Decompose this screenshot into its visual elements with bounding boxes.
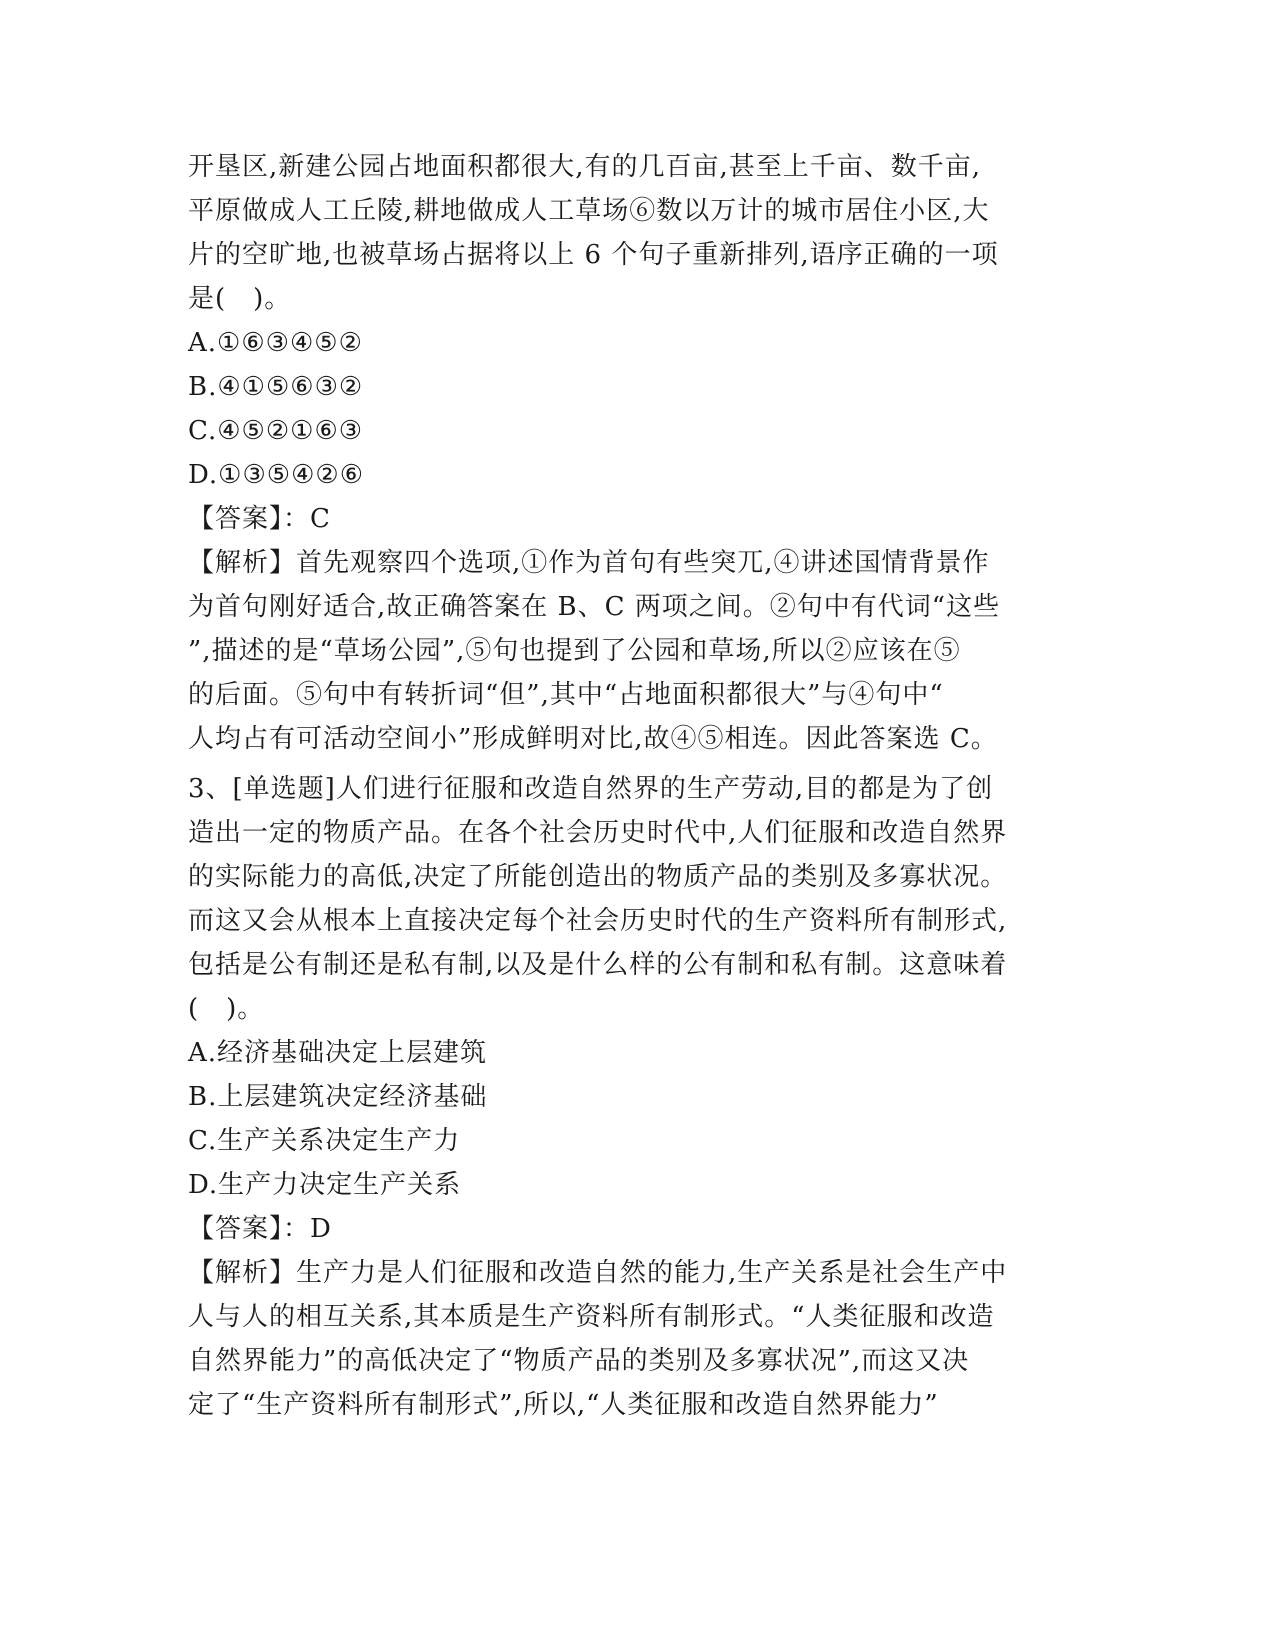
text-line: 片的空旷地,也被草场占据将以上 6 个句子重新排列,语序正确的一项 [188, 240, 999, 270]
text-line: ( )。 [188, 994, 265, 1024]
question-3-stem [188, 767, 1088, 1031]
text-line: 包括是公有制还是私有制,以及是什么样的公有制和私有制。这意味着 [188, 950, 1008, 980]
text-line: 平原做成人工丘陵,耕地做成人工草场⑥数以万计的城市居住小区,大 [188, 196, 990, 226]
answer-line: 【答案】：D [188, 1214, 332, 1244]
analysis-line: 人均占有可活动空间小”形成鲜明对比,故④⑤相连。因此答案选 C。 [188, 724, 998, 754]
question-2-analysis [188, 541, 1088, 761]
document-body [188, 145, 1088, 1427]
analysis-line: 为首句刚好适合,故正确答案在 B、C 两项之间。②句中有代词“这些 [188, 592, 1001, 622]
option-c: C.生产关系决定生产力 [188, 1126, 461, 1156]
question-3-options [188, 1031, 1088, 1207]
option-d: D.生产力决定生产关系 [188, 1170, 462, 1200]
analysis-line: ”,描述的是“草场公园”,⑤句也提到了公园和草场,所以②应该在⑤ [188, 636, 961, 666]
question-2-stem-tail [188, 145, 1088, 321]
analysis-line: 【解析】生产力是人们征服和改造自然的能力,生产关系是社会生产中 [188, 1258, 1008, 1288]
question-2-answer [188, 497, 1088, 541]
analysis-line: 的后面。⑤句中有转折词“但”,其中“占地面积都很大”与④句中“ [188, 680, 944, 710]
text-line: 是( )。 [188, 284, 292, 314]
analysis-line: 【解析】首先观察四个选项,①作为首句有些突兀,④讲述国情背景作 [188, 548, 990, 578]
analysis-line: 人与人的相互关系,其本质是生产资料所有制形式。“人类征服和改造 [188, 1302, 995, 1332]
text-line: 的实际能力的高低,决定了所能创造出的物质产品的类别及多寡状况。 [188, 862, 1008, 892]
question-3-analysis [188, 1251, 1088, 1427]
option-b: B.上层建筑决定经济基础 [188, 1082, 488, 1112]
option-a: A.①⑥③④⑤② [188, 328, 363, 358]
text-line: 3、[单选题]人们进行征服和改造自然界的生产劳动,目的都是为了创 [188, 774, 994, 804]
text-line: 造出一定的物质产品。在各个社会历史时代中,人们征服和改造自然界 [188, 818, 1008, 848]
text-line: 开垦区,新建公园占地面积都很大,有的几百亩,甚至上千亩、数千亩, [188, 152, 982, 182]
text-line: 而这又会从根本上直接决定每个社会历史时代的生产资料所有制形式, [188, 906, 1008, 936]
option-d: D.①③⑤④②⑥ [188, 460, 365, 490]
option-b: B.④①⑤⑥③② [188, 372, 364, 402]
option-a: A.经济基础决定上层建筑 [188, 1038, 488, 1068]
analysis-line: 自然界能力”的高低决定了“物质产品的类别及多寡状况”,而这又决 [188, 1346, 970, 1376]
option-c: C.④⑤②①⑥③ [188, 416, 364, 446]
analysis-line: 定了“生产资料所有制形式”,所以,“人类征服和改造自然界能力” [188, 1390, 939, 1420]
question-2-options [188, 321, 1088, 497]
question-3-answer [188, 1207, 1088, 1251]
answer-line: 【答案】：C [188, 504, 331, 534]
